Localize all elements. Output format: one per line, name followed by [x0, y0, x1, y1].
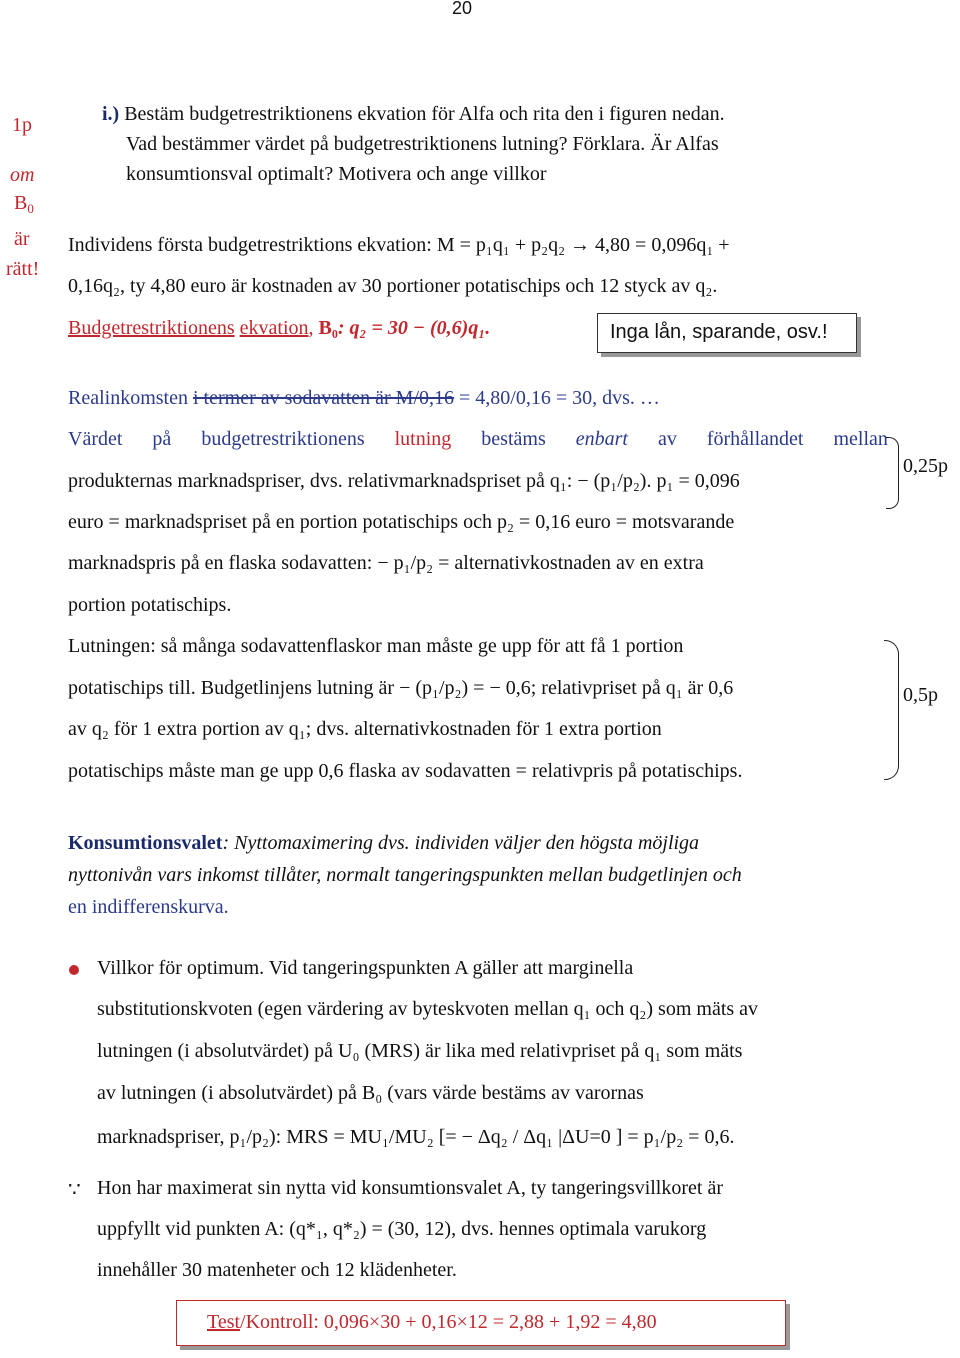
villkor-line-4: av lutningen (i absolutvärdet) på B₀ (vars värde bestäms av varornas [97, 1082, 644, 1104]
equation-line-1: Individens första budgetrestriktions ekvation: M = p₁q₁ + p₂q₂ → 4,80 = 0,096q₁ + [68, 234, 730, 256]
lutning-word: av [657, 428, 677, 450]
margin-b0 [14, 192, 34, 215]
konsumtion-heading: Konsumtionsvalet [68, 832, 223, 854]
therefore-symbol: ∵ [68, 1179, 81, 1201]
konsumtion-line-2: nyttonivån vars inkomst tillåter, normalt tangeringspunkten mellan budgetlinjen och [68, 864, 742, 886]
lutningen-line-2: potatischips till. Budgetlinjens lutning är − (p₁/p₂) = − 0,6; relativpriset på q₁ är 0,6 [68, 677, 734, 699]
lutningen-line-4: potatischips måste man ge upp 0,6 flaska av sodavatten = relativpris på potatischips. [68, 760, 743, 782]
margin-b0-letter: B [14, 192, 28, 214]
lutningen-line-1: Lutningen: så många sodavattenflaskor man måste ge upp för att få 1 portion [68, 635, 684, 657]
villkor-line-2: substitutionskvoten (egen värdering av byteskvoten mellan q₁ och q₂) som mäts av [97, 998, 759, 1020]
test-label: Test [207, 1311, 241, 1333]
bullet-icon [69, 965, 79, 975]
lutning-word: enbart [575, 428, 628, 450]
question-line-1 [102, 103, 725, 126]
brace-025 [886, 437, 899, 509]
brace-05 [884, 640, 899, 780]
realinkomst-end: = 4,80/0,16 = 30, dvs. … [454, 387, 660, 409]
budget-b0: B₀ [318, 317, 338, 339]
question-label: i.) [102, 103, 120, 125]
points-025: 0,25p [903, 455, 948, 477]
equation-line-2: 0,16q₂, ty 4,80 euro är kostnaden av 30 portioner potatischips och 12 styck av q₂. [68, 275, 718, 297]
budget-equation: Budgetrestriktionens ekvation, B₀: q₂ = 30 − (0,6)q₁. [68, 317, 491, 339]
budget-label: Budgetrestriktionens [68, 317, 235, 339]
budget-label-2: ekvation [239, 317, 309, 339]
slutsats-line-2: uppfyllt vid punkten A: (q*₁, q*₂) = (30, 12), dvs. hennes optimala varukorg [97, 1218, 707, 1240]
slutsats-line-3: innehåller 30 matenheter och 12 klädenheter. [97, 1259, 457, 1281]
villkor-line-3: lutningen (i absolutvärdet) på U₀ (MRS) är lika med relativpriset på q₁ som mäts [97, 1040, 743, 1062]
lutning-line-1 [68, 428, 888, 451]
villkor-line-5: marknadspriser, p₁/p₂): MRS = MU₁/MU₂ [= − Δq₂ / Δq₁ |ΔU=0 ] = p₁/p₂ = 0,6. [97, 1126, 735, 1148]
budget-formula: : q₂ = 30 − (0,6)q₁. [337, 317, 491, 339]
lutning-word: förhållandet [706, 428, 804, 450]
margin-b0-sub: 0 [27, 201, 34, 216]
test-text: /Kontroll: 0,096×30 + 0,16×12 = 2,88 + 1,92 = 4,80 [240, 1311, 657, 1333]
lutning-line-3: euro = marknadspriset på en portion potatischips och p₂ = 0,16 euro = motsvarande [68, 511, 735, 533]
slutsats-line-1: Hon har maximerat sin nytta vid konsumtionsvalet A, ty tangeringsvillkoret är [97, 1177, 723, 1199]
konsumtion-rest: : Nyttomaximering dvs. individen väljer den högsta möjliga [222, 832, 700, 854]
villkor-line-1: Villkor för optimum. Vid tangeringspunkten A gäller att marginella [97, 957, 634, 979]
lutning-line-5: portion potatischips. [68, 594, 232, 616]
realinkomst-start: Realinkomsten [68, 387, 193, 409]
realinkomst-line [68, 387, 660, 410]
page-number: 20 [452, 0, 473, 18]
points-05: 0,5p [903, 684, 938, 706]
test-box [176, 1300, 786, 1346]
note-text: Inga lån, sparande, osv.! [610, 321, 828, 343]
question-line-3: konsumtionsval optimalt? Motivera och ange villkor [126, 163, 547, 185]
lutning-word: budgetrestriktionens [201, 428, 365, 450]
lutning-word: Värdet [68, 428, 123, 450]
lutningen-line-3: av q₂ för 1 extra portion av q₁; dvs. alternativkostnaden för 1 extra portion [68, 718, 662, 740]
margin-ratt: rätt! [6, 258, 40, 280]
realinkomst-strike: i termer av sodavatten är M/0,16 [192, 387, 455, 409]
lutning-word: mellan [833, 428, 888, 450]
question-text-1: Bestäm budgetrestriktionens ekvation för Alfa och rita den i figuren nedan. [119, 103, 725, 125]
konsumtion-line-3: en indifferenskurva. [68, 896, 229, 918]
lutning-word: lutning [394, 428, 452, 450]
lutning-word: på [152, 428, 172, 450]
lutning-line-2: produkternas marknadspriser, dvs. relativmarknadspriset på q₁: − (p₁/p₂). p₁ = 0,096 [68, 470, 740, 492]
lutning-word: bestäms [481, 428, 546, 450]
margin-points: 1p [12, 114, 32, 136]
lutning-line-4: marknadspris på en flaska sodavatten: − p₁/p₂ = alternativkostnaden av en extra [68, 552, 704, 574]
note-box [597, 313, 857, 353]
konsumtion-line-1 [68, 832, 699, 855]
test-line [207, 1311, 657, 1334]
margin-om: om [10, 164, 35, 186]
margin-ar: är [14, 228, 30, 250]
question-line-2: Vad bestämmer värdet på budgetrestriktionens lutning? Förklara. Är Alfas [126, 133, 719, 155]
